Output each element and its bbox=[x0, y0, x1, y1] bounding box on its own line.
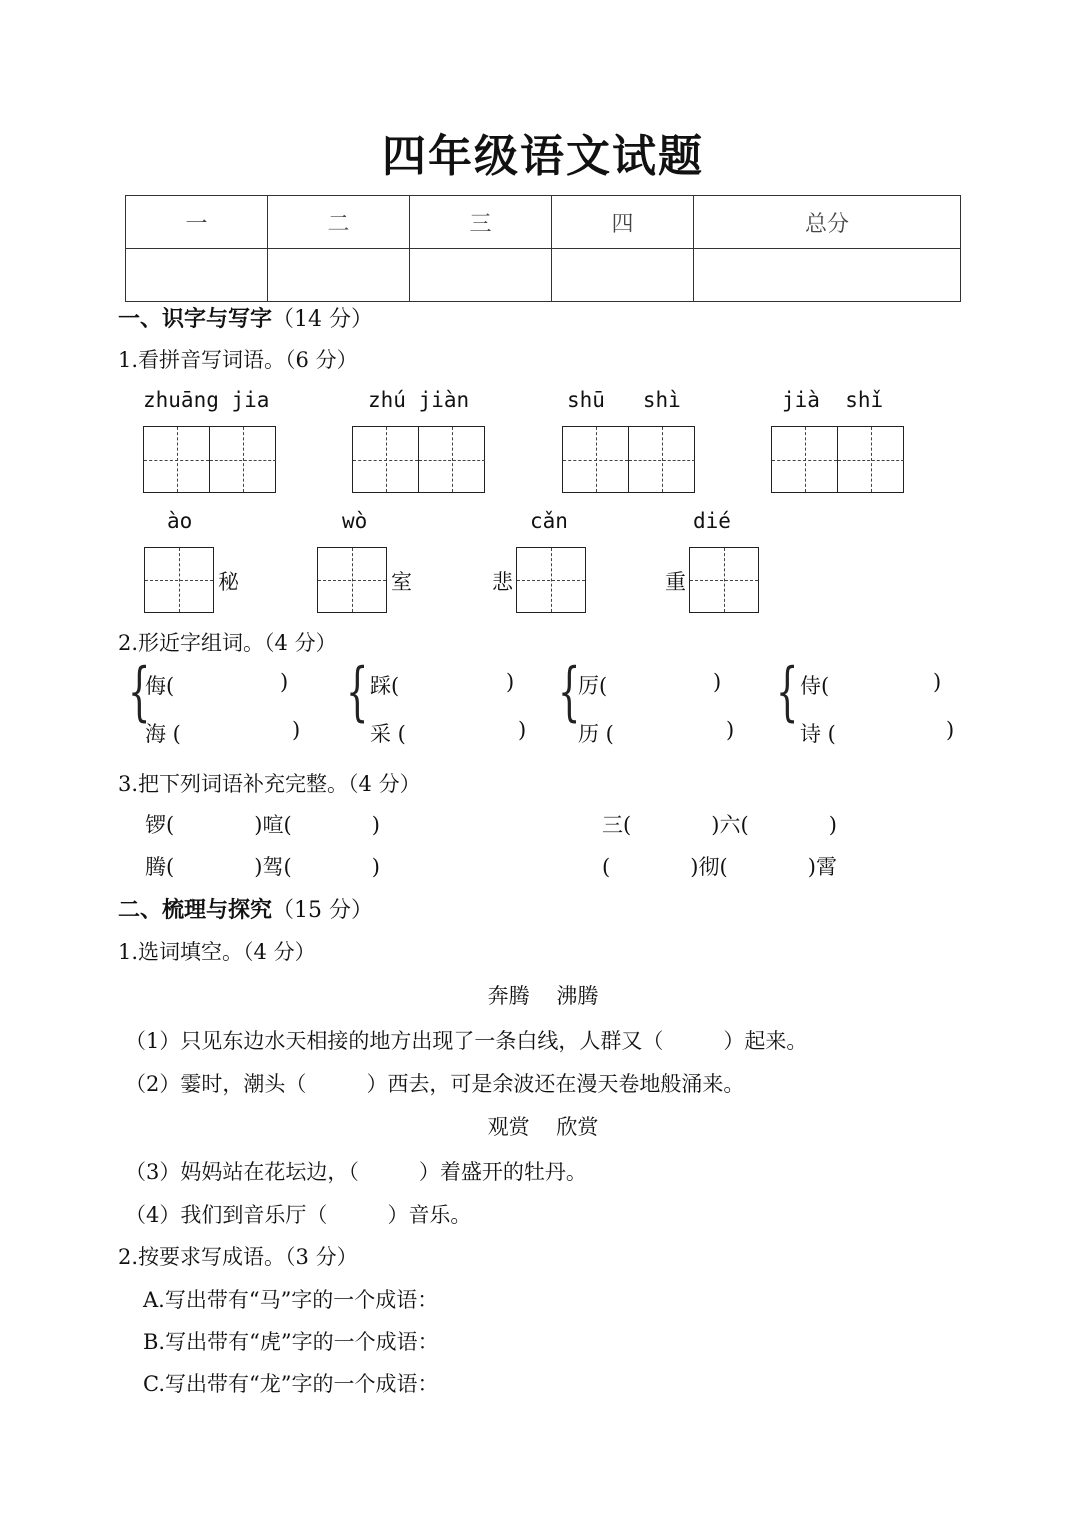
word-group-bottom-close: ) bbox=[726, 718, 735, 742]
brace-icon: { bbox=[558, 655, 581, 729]
word-group-top: 侮( bbox=[145, 674, 175, 698]
score-header: 二 bbox=[268, 196, 410, 249]
writing-grid[interactable] bbox=[689, 547, 759, 613]
idiom-prompt: C.写出带有“龙”字的一个成语： bbox=[143, 1372, 439, 1396]
score-header: 四 bbox=[552, 196, 694, 249]
section2-points: （15 分） bbox=[272, 898, 374, 923]
score-table-header-row bbox=[126, 196, 961, 249]
given-char: 室 bbox=[391, 570, 412, 594]
score-cell[interactable] bbox=[410, 249, 552, 302]
writing-grid[interactable] bbox=[143, 426, 276, 493]
word-group-bottom: 海 ( bbox=[145, 722, 181, 746]
score-header: 总分 bbox=[694, 196, 961, 249]
pinyin-label: zhuāng jia bbox=[143, 388, 270, 412]
score-table-value-row bbox=[126, 249, 961, 302]
word-group-top: 侍( bbox=[800, 674, 830, 698]
section2-heading bbox=[118, 893, 373, 924]
word-group-bottom-close: ) bbox=[946, 718, 955, 742]
writing-grid[interactable] bbox=[144, 547, 214, 613]
fill-sentence[interactable]: （1）只见东边水天相接的地方出现了一条白线，人群又（ ）起来。 bbox=[125, 1029, 808, 1053]
word-group-top-close: ) bbox=[280, 670, 289, 694]
given-char: 悲 bbox=[492, 570, 513, 594]
section1-points: （14 分） bbox=[272, 307, 374, 332]
section1-title: 一、识字与写字 bbox=[118, 307, 273, 332]
score-header: 三 bbox=[410, 196, 552, 249]
idiom-blank[interactable]: 锣( )喧( ) bbox=[145, 813, 380, 837]
pinyin-label: cǎn bbox=[530, 509, 568, 533]
writing-grid[interactable] bbox=[771, 426, 904, 493]
q2-label: 2.形近字组词。（4 分） bbox=[118, 631, 337, 655]
fill-sentence[interactable]: （2）霎时，潮头（ ）西去，可是余波还在漫天卷地般涌来。 bbox=[125, 1072, 745, 1096]
word-group-bottom-close: ) bbox=[292, 718, 301, 742]
idiom-blank[interactable]: 三( )六( ) bbox=[602, 813, 837, 837]
idiom-blank[interactable]: 腾( )驾( ) bbox=[145, 855, 380, 879]
writing-grid[interactable] bbox=[516, 547, 586, 613]
pinyin-label: jià shǐ bbox=[782, 388, 884, 412]
word-group-bottom: 诗 ( bbox=[800, 722, 836, 746]
page-title: 四年级语文试题 bbox=[382, 131, 704, 182]
word-group-bottom: 历 ( bbox=[578, 722, 614, 746]
pinyin-label: shū shì bbox=[567, 388, 681, 412]
idiom-prompt: A.写出带有“马”字的一个成语： bbox=[143, 1288, 439, 1312]
writing-grid[interactable] bbox=[352, 426, 485, 493]
word-group-top-close: ) bbox=[933, 670, 942, 694]
brace-icon: { bbox=[128, 655, 151, 729]
pinyin-label: dié bbox=[693, 509, 731, 533]
word-choices: 观赏 欣赏 bbox=[487, 1115, 599, 1139]
writing-grid[interactable] bbox=[317, 547, 387, 613]
s2-q1-label: 1.选词填空。（4 分） bbox=[118, 940, 316, 964]
given-char: 重 bbox=[665, 570, 686, 594]
word-group-top: 厉( bbox=[578, 674, 608, 698]
score-cell[interactable] bbox=[552, 249, 694, 302]
word-choices: 奔腾 沸腾 bbox=[487, 984, 599, 1008]
writing-grid[interactable] bbox=[562, 426, 695, 493]
brace-icon: { bbox=[776, 655, 799, 729]
word-group-bottom-close: ) bbox=[518, 718, 527, 742]
given-char: 秘 bbox=[218, 570, 239, 594]
score-cell[interactable] bbox=[268, 249, 410, 302]
score-header: 一 bbox=[126, 196, 268, 249]
fill-sentence[interactable]: （3）妈妈站在花坛边，（ ）着盛开的牡丹。 bbox=[125, 1160, 587, 1184]
pinyin-label: wò bbox=[342, 509, 368, 533]
s2-q2-label: 2.按要求写成语。（3 分） bbox=[118, 1245, 358, 1269]
pinyin-label: ào bbox=[167, 509, 193, 533]
idiom-blank[interactable]: ( )彻( )霄 bbox=[602, 855, 837, 879]
q3-label: 3.把下列词语补充完整。（4 分） bbox=[118, 772, 421, 796]
section1-heading bbox=[118, 302, 373, 333]
brace-icon: { bbox=[346, 655, 369, 729]
score-cell[interactable] bbox=[126, 249, 268, 302]
q1-label: 1.看拼音写词语。（6 分） bbox=[118, 348, 358, 372]
idiom-prompt: B.写出带有“虎”字的一个成语： bbox=[143, 1330, 439, 1354]
score-table bbox=[125, 195, 961, 302]
section2-title: 二、梳理与探究 bbox=[118, 898, 273, 923]
word-group-top: 踩( bbox=[370, 674, 400, 698]
word-group-bottom: 采 ( bbox=[370, 722, 406, 746]
score-cell[interactable] bbox=[694, 249, 961, 302]
pinyin-label: zhú jiàn bbox=[368, 388, 470, 412]
fill-sentence[interactable]: （4）我们到音乐厅（ ）音乐。 bbox=[125, 1203, 472, 1227]
word-group-top-close: ) bbox=[713, 670, 722, 694]
word-group-top-close: ) bbox=[506, 670, 515, 694]
